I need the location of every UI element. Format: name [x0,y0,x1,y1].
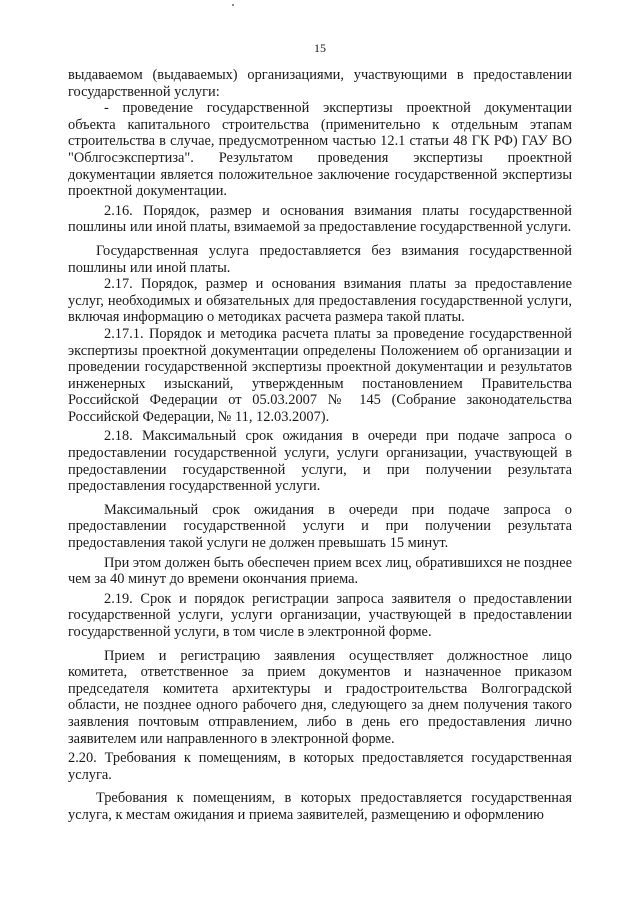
paragraph-continuation: выдаваемом (выдаваемых) организациями, участвующими в предоставлении государственной услуги: [68,67,572,100]
paragraph-free-of-charge: Государственная услуга предоставляется без взимания государственной пошлины или иной платы. [68,242,572,276]
page-number: 15 [314,41,326,55]
paragraph-reception: При этом должен быть обеспечен прием всех лиц, обратившихся не позднее чем за 40 минут до времени окончания приема. [68,554,572,588]
paragraph-queue-time: Максимальный срок ожидания в очереди при подаче запроса о предоставлении государственной услуги и при получении результата предоставления такой услуги не должен превышать 15 минут. [68,501,572,552]
paragraph-2-17-1: 2.17.1. Порядок и методика расчета платы за проведение государственной экспертизы проектной документации определены Положением об организации и проведении государственной экспертизы проектной документации и результатов инженерных изысканий, утвержденным постановлением Правительства Российской Федерации от 05.03.2007 № 145 (Собрание законодательства Российской Федерации, № 11, 12.03.2007). [68,325,572,425]
paragraph-2-16: 2.16. Порядок, размер и основания взимания платы государственной пошлины или иной платы, взимаемой за предоставление государственной услуги. [68,202,572,236]
document-body [68,67,572,824]
paragraph-2-17: 2.17. Порядок, размер и основания взимания платы за предоставление услуг, необходимых и обязательных для предоставления государственной услуги, включая информацию о методиках расчета размера такой платы. [68,276,572,326]
paragraph-2-20: 2.20. Требования к помещениям, в которых предоставляется государственная услуга. [68,750,572,783]
scan-speck [232,4,234,6]
paragraph-2-19: 2.19. Срок и порядок регистрации запроса заявителя о предоставлении государственной услуги, услуги организации, участвующей в предоставлении государственной услуги, в том числе в электронной форме. [68,590,572,640]
paragraph-registration: Прием и регистрацию заявления осуществляет должностное лицо комитета, ответственное за прием документов и назначенное приказом председателя комитета архитектуры и градостроительства Волгоградской области, не позднее одного рабочего дня, следующего за днем получения такого заявления почтовым отправлением, либо в день его предоставления лично заявителем или направленного в электронной форме. [68,647,572,747]
paragraph-2-18: 2.18. Максимальный срок ожидания в очереди при подаче запроса о предоставлении государственной услуги, услуги организации, участвующей в предоставлении государственной услуги, и при получении результата предоставления государственной услуги. [68,428,572,495]
paragraph-expertise-item: - проведение государственной экспертизы проектной документации объекта капитального строительства (применительно к отдельным этапам строительства в случае, предусмотренном частью 12.1 статьи 48 ГК РФ) ГАУ ВО "Облгосэкспертиза". Результатом проведения экспертизы проектной документации является положительное заключение государственной экспертизы проектной документации. [68,100,572,200]
paragraph-premises-requirements: Требования к помещениям, в которых предоставляется государственная услуга, к местам ожидания и приема заявителей, размещению и оформлению [68,790,572,823]
